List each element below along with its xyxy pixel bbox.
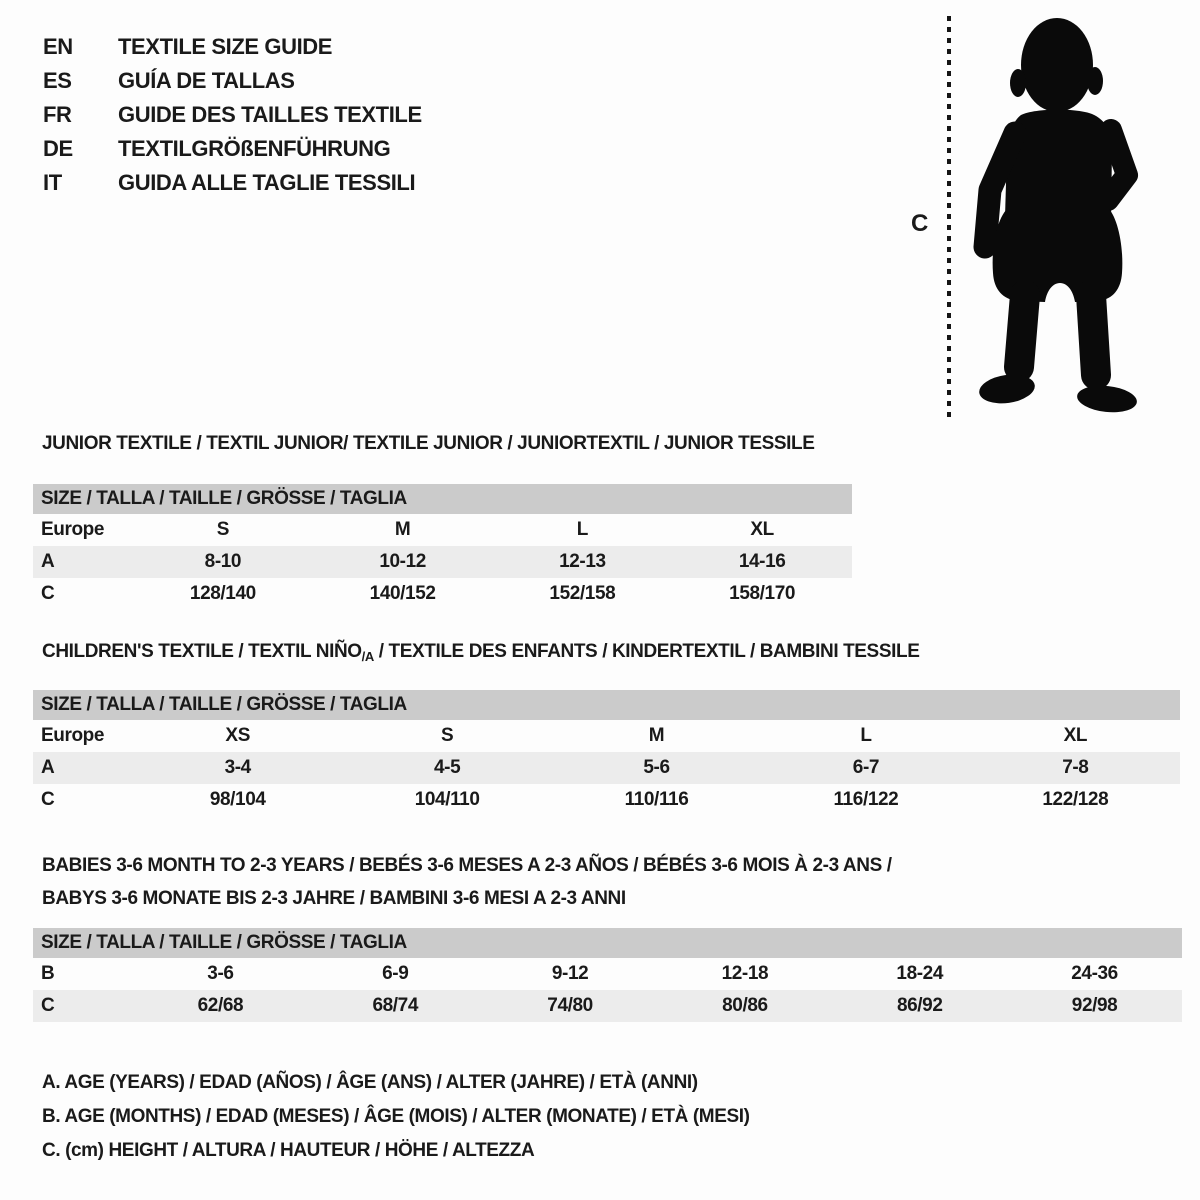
table-cell: 6-7 (852, 757, 880, 778)
table-cell: 7-8 (1062, 757, 1089, 778)
height-measure-label: C (911, 210, 928, 237)
table-cell: 68/74 (372, 995, 419, 1016)
table-cell: 10-12 (379, 551, 426, 572)
junior-row-age (33, 546, 852, 578)
junior-size-header-bar: SIZE / TALLA / TAILLE / GRÖSSE / TAGLIA (33, 484, 852, 514)
language-code: EN (43, 34, 73, 59)
language-label: TEXTILE SIZE GUIDE (118, 34, 333, 59)
table-cell: 9-12 (551, 963, 589, 984)
language-label: GUÍA DE TALLAS (118, 68, 295, 93)
language-label: TEXTILGRÖßENFÜHRUNG (118, 136, 391, 161)
table-cell: 110/116 (624, 789, 689, 810)
children-size-table (33, 690, 1180, 816)
column-header: XL (750, 519, 774, 540)
junior-size-table (33, 484, 852, 610)
language-row-fr (43, 98, 422, 132)
table-cell: 122/128 (1042, 789, 1109, 810)
babies-size-table (33, 928, 1182, 1022)
children-title-pre: CHILDREN'S TEXTILE / TEXTIL NIÑO (42, 641, 362, 662)
row-label: B (41, 963, 55, 984)
junior-section-title: JUNIOR TEXTILE / TEXTIL JUNIOR/ TEXTILE JUNIOR / JUNIORTEXTIL / JUNIOR TESSILE (42, 433, 815, 454)
language-code: DE (43, 136, 73, 161)
column-header: L (576, 519, 588, 540)
row-label: C (41, 995, 55, 1016)
children-column-header-row (33, 720, 1180, 752)
table-cell: 5-6 (643, 757, 670, 778)
column-header: Europe (41, 519, 105, 540)
language-label: GUIDE DES TAILLES TEXTILE (118, 102, 422, 127)
legend-line-a: A. AGE (YEARS) / EDAD (AÑOS) / ÂGE (ANS) / ALTER (JAHRE) / ETÀ (ANNI) (42, 1072, 698, 1093)
children-section-title (42, 641, 919, 664)
babies-section-title (42, 849, 892, 915)
column-header: L (860, 725, 872, 746)
table-cell: 62/68 (197, 995, 244, 1016)
language-code: ES (43, 68, 72, 93)
babies-title-line2: BABYS 3-6 MONATE BIS 2-3 JAHRE / BAMBINI 3-6 MESI A 2-3 ANNI (42, 888, 626, 909)
children-size-header-bar: SIZE / TALLA / TAILLE / GRÖSSE / TAGLIA (33, 690, 1180, 720)
table-cell: 12-13 (559, 551, 606, 572)
table-cell: 74/80 (547, 995, 593, 1016)
table-cell: 12-18 (721, 963, 769, 984)
table-cell: 158/170 (729, 583, 796, 604)
babies-row-months (33, 958, 1182, 990)
babies-row-height (33, 990, 1182, 1022)
table-cell: 24-36 (1071, 963, 1118, 984)
children-title-post: / TEXTILE DES ENFANTS / KINDERTEXTIL / BAMBINI TESSILE (373, 641, 920, 662)
column-header: M (394, 519, 411, 540)
row-label: A (41, 757, 55, 778)
baby-silhouette-icon (965, 15, 1140, 425)
table-cell: 14-16 (738, 551, 786, 572)
table-cell: 152/158 (549, 583, 616, 604)
table-cell: 116/122 (833, 789, 899, 810)
babies-size-header-bar: SIZE / TALLA / TAILLE / GRÖSSE / TAGLIA (33, 928, 1182, 958)
row-label: C (41, 789, 55, 810)
language-code: IT (43, 170, 62, 195)
column-header: XS (225, 725, 250, 746)
language-code: FR (43, 102, 72, 127)
row-label: A (41, 551, 55, 572)
language-label: GUIDA ALLE TAGLIE TESSILI (118, 170, 416, 195)
column-header: M (648, 725, 665, 746)
table-cell: 86/92 (896, 995, 943, 1016)
table-cell: 80/86 (722, 995, 768, 1016)
junior-column-header-row (33, 514, 852, 546)
table-cell: 18-24 (896, 963, 944, 984)
table-cell: 92/98 (1071, 995, 1118, 1016)
column-header: XL (1063, 725, 1088, 746)
language-row-es (43, 64, 422, 98)
language-row-en (43, 30, 422, 64)
table-cell: 4-5 (433, 757, 461, 778)
legend-line-b: B. AGE (MONTHS) / EDAD (MESES) / ÂGE (MOIS) / ALTER (MONATE) / ETÀ (MESI) (42, 1106, 750, 1127)
legend (42, 1066, 750, 1168)
table-cell: 104/110 (414, 789, 480, 810)
column-header: S (440, 725, 454, 746)
babies-title-line1: BABIES 3-6 MONTH TO 2-3 YEARS / BEBÉS 3-6 MESES A 2-3 AÑOS / BÉBÉS 3-6 MOIS À 2-3 ANS / (42, 855, 892, 876)
table-cell: 3-4 (224, 757, 251, 778)
children-row-height (33, 784, 1180, 816)
table-cell: 6-9 (382, 963, 409, 984)
language-row-it (43, 166, 422, 200)
row-label: C (41, 583, 55, 604)
table-cell: 98/104 (209, 789, 266, 810)
legend-line-c: C. (cm) HEIGHT / ALTURA / HAUTEUR / HÖHE / ALTEZZA (42, 1140, 535, 1161)
column-header: Europe (41, 725, 105, 746)
children-title-sub: /A (361, 649, 374, 664)
junior-row-height (33, 578, 852, 610)
table-cell: 3-6 (207, 963, 234, 984)
column-header: S (216, 519, 230, 540)
language-row-de (43, 132, 422, 166)
language-list (43, 30, 422, 200)
table-cell: 140/152 (369, 583, 436, 604)
table-cell: 128/140 (189, 583, 256, 604)
children-row-age (33, 752, 1180, 784)
height-dashed-line (947, 16, 951, 418)
table-cell: 8-10 (204, 551, 242, 572)
